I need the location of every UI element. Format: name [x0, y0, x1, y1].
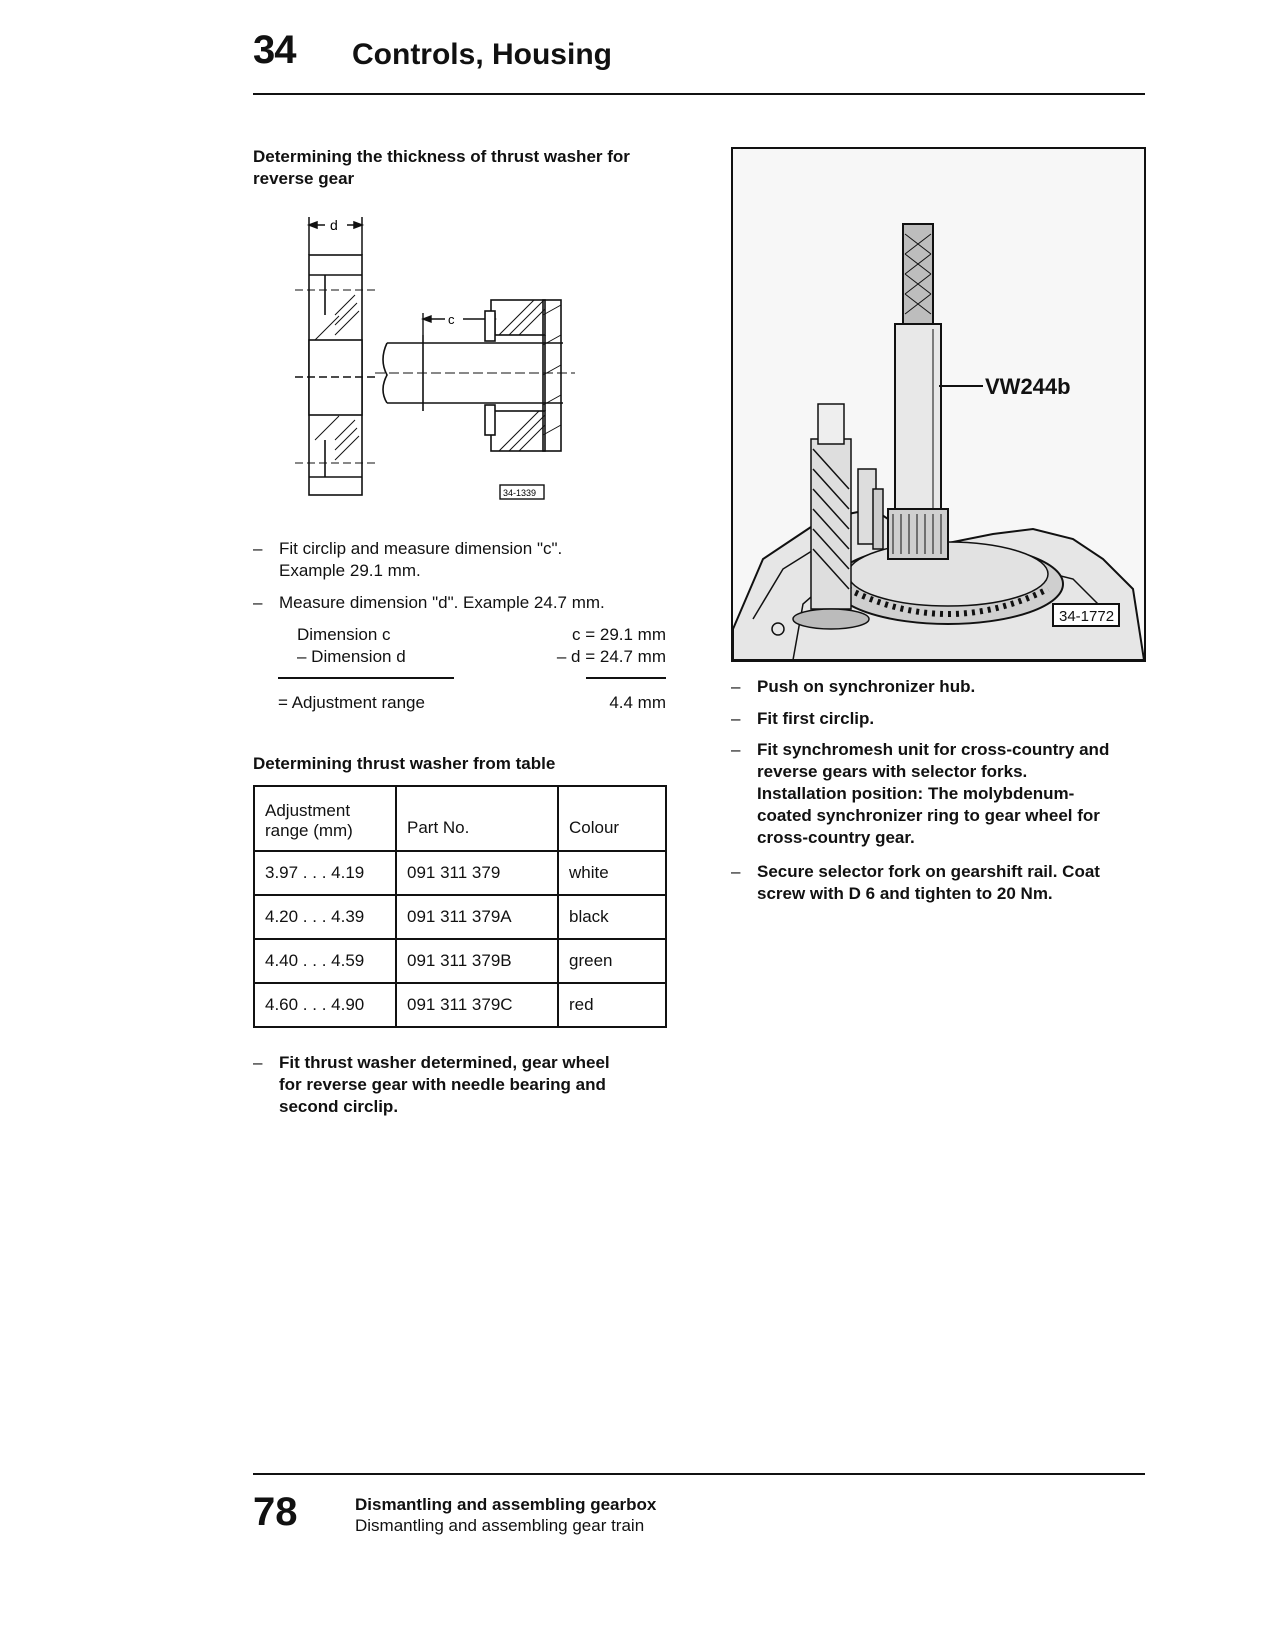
calc-result-label: = Adjustment range [278, 693, 425, 712]
cell-part-no: 091 311 379C [396, 983, 558, 1027]
step-text: cross-country gear. [757, 828, 915, 847]
step-text: Measure dimension "d". Example 24.7 mm. [279, 593, 605, 612]
step-text: Push on synchronizer hub. [757, 677, 976, 696]
bullet-dash: – [731, 677, 741, 696]
header-colour: Colour [558, 786, 666, 851]
calc-result-value: 4.4 mm [609, 693, 666, 712]
tool-label: VW244b [985, 374, 1071, 399]
table-row [254, 939, 666, 983]
calc-row1-value: c = 29.1 mm [571, 625, 666, 644]
calc-rule-left [278, 677, 454, 679]
cell-range: 4.40 . . . 4.59 [254, 939, 396, 983]
calc-rule-right [586, 677, 666, 679]
header-text: Adjustment [265, 800, 351, 820]
gear-section-drawing [295, 215, 595, 520]
step-text: Installation position: The molybdenum- [757, 784, 1075, 803]
step-text: Fit thrust washer determined, gear wheel [279, 1053, 610, 1072]
calc-row2-value: – d = 24.7 mm [556, 647, 666, 666]
header-text: range (mm) [265, 820, 353, 840]
step-fit-first-circlip [731, 708, 1151, 730]
bullet-dash: – [253, 1053, 263, 1072]
header-rule [253, 93, 1145, 95]
bullet-dash: – [731, 862, 741, 881]
cell-colour: red [558, 983, 666, 1027]
selector-rail [858, 469, 883, 549]
cell-range: 4.20 . . . 4.39 [254, 895, 396, 939]
chapter-title: Controls, Housing [352, 38, 612, 71]
step-text: Fit circlip and measure dimension "c". [279, 539, 563, 558]
thrust-washer-table [253, 785, 667, 1028]
step-text: reverse gears with selector forks. [757, 762, 1028, 781]
figure-code: 34-1339 [503, 488, 537, 498]
calc-row2-label: – Dimension d [297, 647, 406, 666]
label-c: c [448, 312, 455, 327]
cell-part-no: 091 311 379 [396, 851, 558, 895]
section-title-line: Determining the thickness of thrust washer for [253, 147, 630, 166]
step-measure-d [253, 592, 673, 614]
step-fit-synchromesh-unit [731, 739, 1151, 849]
step-push-synchronizer-hub [731, 676, 1151, 698]
bullet-dash: – [731, 740, 741, 759]
step-text: Fit synchromesh unit for cross-country and [757, 740, 1110, 759]
header-part-no: Part No. [396, 786, 558, 851]
cell-part-no: 091 311 379B [396, 939, 558, 983]
cell-range: 4.60 . . . 4.90 [254, 983, 396, 1027]
cell-colour: black [558, 895, 666, 939]
step-measure-c [253, 538, 673, 582]
footer-subsection-title: Dismantling and assembling gear train [355, 1516, 645, 1535]
gearbox-photo-figure [731, 147, 1146, 662]
shaft [375, 335, 575, 411]
figure-code: 34-1772 [1059, 608, 1115, 625]
section-title-table: Determining thrust washer from table [253, 754, 556, 773]
step-secure-selector-fork [731, 861, 1151, 905]
step-text: Secure selector fork on gearshift rail. Coat [757, 862, 1100, 881]
bullet-dash: – [731, 709, 741, 728]
table-row [254, 983, 666, 1027]
table-row [254, 895, 666, 939]
step-fit-thrust-washer [253, 1052, 673, 1118]
step-text: coated synchronizer ring to gear wheel for [757, 806, 1100, 825]
tool-vw244b [888, 224, 948, 559]
step-text: Fit first circlip. [757, 709, 875, 728]
footer-section-title: Dismantling and assembling gearbox [355, 1495, 657, 1514]
page-number: 78 [253, 1490, 298, 1534]
bullet-dash: – [253, 539, 263, 558]
footer-rule [253, 1473, 1145, 1475]
label-d: d [330, 217, 338, 233]
step-text: screw with D 6 and tighten to 20 Nm. [757, 884, 1053, 903]
step-text: Example 29.1 mm. [279, 561, 421, 580]
section-title-line: reverse gear [253, 169, 355, 188]
chapter-number: 34 [253, 28, 296, 72]
housing-hatching [499, 300, 561, 451]
step-text: second circlip. [279, 1097, 399, 1116]
cell-part-no: 091 311 379A [396, 895, 558, 939]
reverse-gear-wheel [295, 255, 375, 495]
header-adjustment-range [254, 786, 396, 851]
table-header-row [254, 786, 666, 851]
bullet-dash: – [253, 593, 263, 612]
cell-range: 3.97 . . . 4.19 [254, 851, 396, 895]
cell-colour: green [558, 939, 666, 983]
step-text: for reverse gear with needle bearing and [279, 1075, 606, 1094]
section-title-thrust-washer [253, 146, 630, 190]
calc-row1-label: Dimension c [297, 625, 391, 644]
housing-bearing [485, 300, 561, 451]
gearbox-illustration [733, 149, 1144, 660]
table-row [254, 851, 666, 895]
cell-colour: white [558, 851, 666, 895]
